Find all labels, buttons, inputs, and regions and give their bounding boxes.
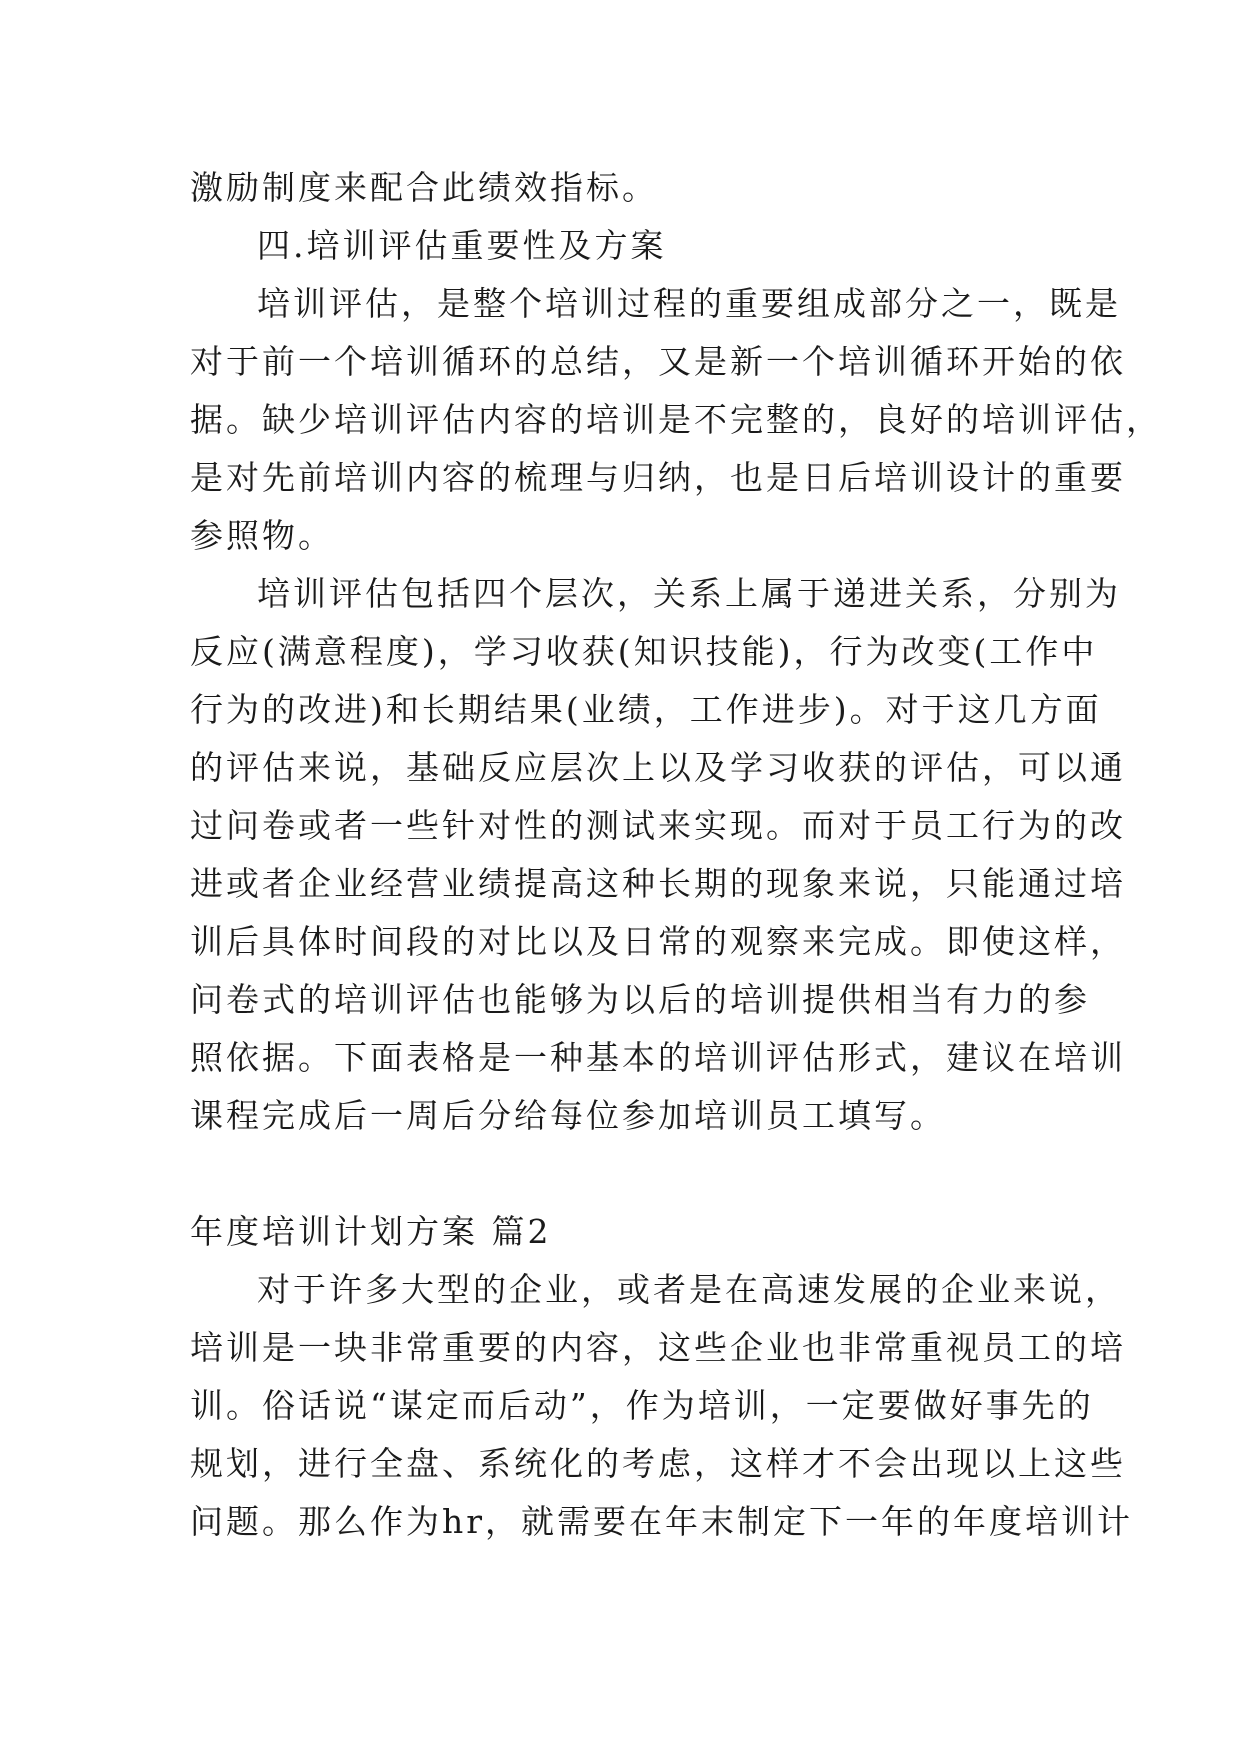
text-line: 问卷式的培训评估也能够为以后的培训提供相当有力的参 [190,980,1090,1019]
text-line: 规划，进行全盘、系统化的考虑，这样才不会出现以上这些 [190,1444,1126,1483]
section-title: 年度培训计划方案 篇2 [190,1212,552,1251]
text-line: 参照物。 [190,516,334,555]
text-line: 对于前一个培训循环的总结，又是新一个培训循环开始的依 [190,342,1126,381]
text-line: 行为的改进)和长期结果(业绩，工作进步)。对于这几方面 [190,690,1102,729]
text-line: 问题。那么作为hr，就需要在年末制定下一年的年度培训计 [190,1502,1134,1541]
text-line: 反应(满意程度)，学习收获(知识技能)，行为改变(工作中 [190,632,1098,671]
text-line: 激励制度来配合此绩效指标。 [190,168,658,207]
text-line: 的评估来说，基础反应层次上以及学习收获的评估，可以通 [190,748,1126,787]
text-line: 对于许多大型的企业，或者是在高速发展的企业来说， [257,1270,1121,1309]
text-line: 培训评估包括四个层次，关系上属于递进关系，分别为 [257,574,1121,613]
text-line: 据。缺少培训评估内容的培训是不完整的，良好的培训评估， [190,400,1162,439]
text-line: 培训评估，是整个培训过程的重要组成部分之一，既是 [257,284,1121,323]
section-heading: 四.培训评估重要性及方案 [257,226,667,265]
text-line: 训。俗话说“谋定而后动”，作为培训，一定要做好事先的 [190,1386,1094,1425]
text-line: 过问卷或者一些针对性的测试来实现。而对于员工行为的改 [190,806,1126,845]
text-line: 课程完成后一周后分给每位参加培训员工填写。 [190,1096,946,1135]
text-line: 照依据。下面表格是一种基本的培训评估形式，建议在培训 [190,1038,1126,1077]
text-line: 进或者企业经营业绩提高这种长期的现象来说，只能通过培 [190,864,1126,903]
text-line: 训后具体时间段的对比以及日常的观察来完成。即使这样， [190,922,1126,961]
text-line: 是对先前培训内容的梳理与归纳，也是日后培训设计的重要 [190,458,1126,497]
text-line: 培训是一块非常重要的内容，这些企业也非常重视员工的培 [190,1328,1126,1367]
